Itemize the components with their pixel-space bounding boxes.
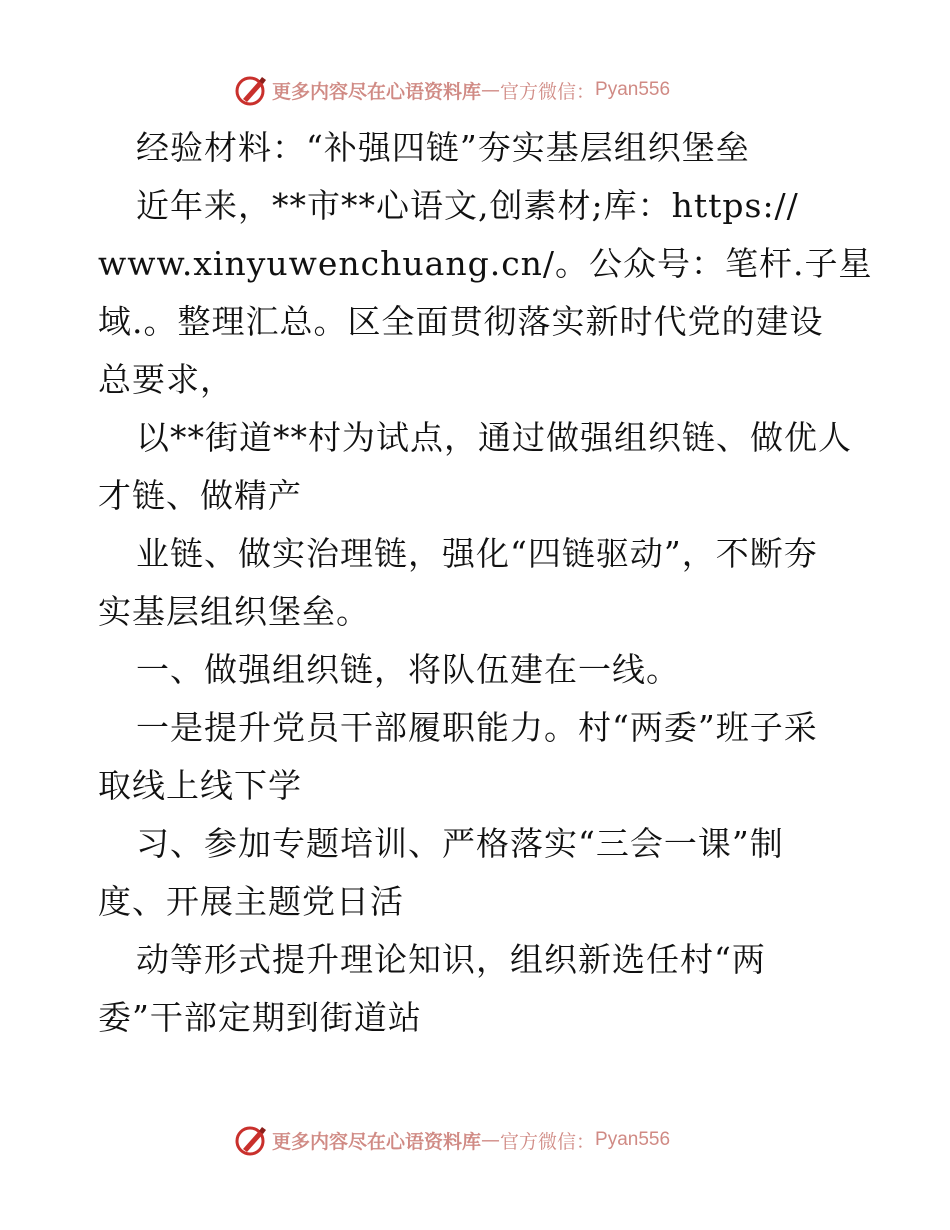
watermark-id: Pyan556 xyxy=(595,79,671,100)
watermark-dash: — xyxy=(481,79,501,101)
text-line: 动等形式提升理论知识，组织新选任村“两 xyxy=(136,940,766,979)
text-line: 总要求， xyxy=(98,360,234,399)
document-title: 经验材料：“补强四链”夯实基层组织堡垒 xyxy=(136,128,750,167)
header-watermark xyxy=(234,72,670,108)
text-line: 委”干部定期到街道站 xyxy=(98,998,422,1037)
text-line: 实基层组织堡垒。 xyxy=(98,592,370,631)
watermark-id: Pyan556 xyxy=(595,1129,671,1150)
text-line: 一是提升党员干部履职能力。村“两委”班子采 xyxy=(136,708,818,747)
watermark-label: 官方微信： xyxy=(500,1130,596,1153)
text-line: 域.。整理汇总。区全面贯彻落实新时代党的建设 xyxy=(98,302,824,341)
text-line: 业链、做实治理链，强化“四链驱动”，不断夯 xyxy=(136,534,818,573)
text-line: 才链、做精产 xyxy=(98,476,302,515)
pen-logo-icon xyxy=(234,73,268,107)
text-line: 近年来，**市**心语文,创素材;库：https:// xyxy=(136,186,799,225)
text-line: 取线上线下学 xyxy=(98,766,302,805)
text-line: 习、参加专题培训、严格落实“三会一课”制 xyxy=(136,824,784,863)
watermark-text: 更多内容尽在心语资料库 xyxy=(272,80,482,103)
section-heading: 一、做强组织链，将队伍建在一线。 xyxy=(136,650,680,689)
text-line: www.xinyuwenchuang.cn/。公众号：笔杆.子星 xyxy=(98,244,873,283)
text-line: 以**街道**村为试点，通过做强组织链、做优人 xyxy=(136,418,852,457)
watermark-label: 官方微信： xyxy=(500,80,596,103)
watermark-dash: — xyxy=(481,1129,501,1151)
text-line: 度、开展主题党日活 xyxy=(98,882,404,921)
watermark-text: 更多内容尽在心语资料库 xyxy=(272,1130,482,1153)
footer-watermark xyxy=(234,1122,670,1158)
pen-logo-icon xyxy=(234,1123,268,1157)
